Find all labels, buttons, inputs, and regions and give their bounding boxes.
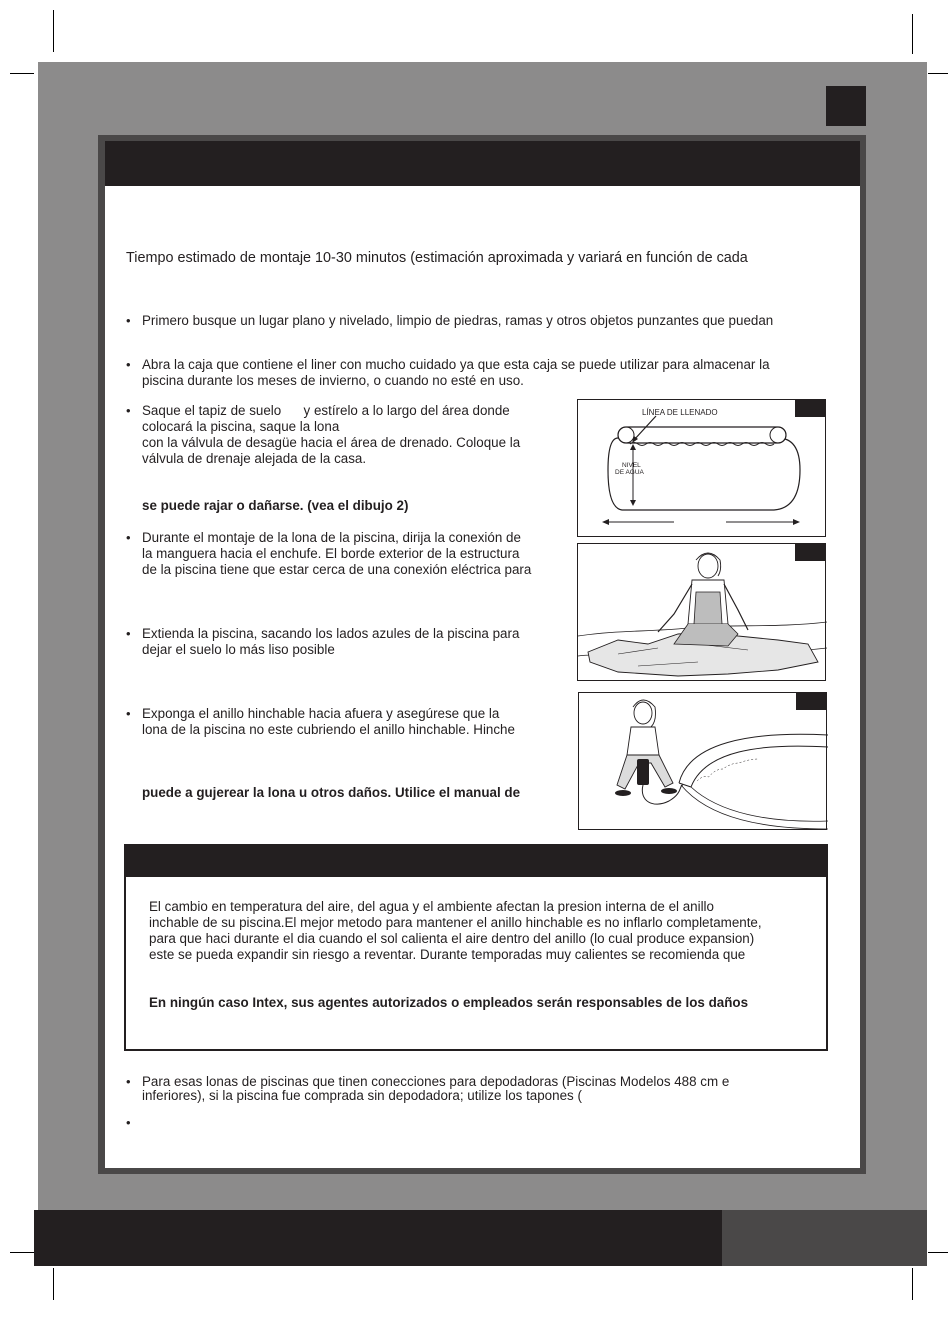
section-header-bar	[105, 141, 860, 186]
crop-mark	[10, 1252, 34, 1253]
inflating-ring-illustration	[579, 693, 828, 831]
fill-line-label: LÍNEA DE LLENADO	[642, 408, 718, 417]
crop-mark	[928, 73, 948, 74]
step-2-line-2: piscina durante los meses de invierno, o cuando no esté en uso.	[142, 373, 524, 388]
figure-spreading-liner	[577, 543, 826, 681]
note-line-2: inchable de su piscina.El mejor metodo para mantener el anillo hinchable es no inflarlo completamente,	[149, 915, 762, 930]
footer-grey-block	[722, 1210, 927, 1266]
note-line-1: El cambio en temperatura del aire, del agua y el ambiente afectan la presion interna de el anillo	[149, 899, 714, 914]
bullet: •	[126, 626, 131, 641]
crop-mark	[53, 10, 54, 52]
bullet: •	[126, 706, 131, 721]
step-4-line-3: de la piscina tiene que estar cerca de una conexión eléctrica para	[142, 562, 532, 577]
step-5-line-2: dejar el suelo lo más liso posible	[142, 642, 335, 657]
step-3-line-1: Saque el tapiz de suelo y estírelo a lo largo del área donde	[142, 403, 510, 418]
bullet: •	[126, 357, 131, 372]
note-header-bar	[124, 844, 828, 877]
step-3-warning: se puede rajar o dañarse. (vea el dibujo 2)	[142, 498, 409, 513]
water-level-label: NIVEL	[622, 462, 641, 469]
drain-plug-line-1: Para esas lonas de piscinas que tinen conecciones para depodadoras (Piscinas Modelos 488 cm e	[142, 1074, 730, 1089]
bullet: •	[126, 403, 131, 418]
bullet: •	[126, 530, 131, 545]
assembly-time-text: Tiempo estimado de montaje 10-30 minutos (estimación aproximada y variará en función de cada	[126, 250, 748, 266]
crop-mark	[10, 73, 34, 74]
crop-mark	[912, 14, 913, 54]
figure-pool-fill-line	[577, 399, 826, 537]
step-6-line-1: Exponga el anillo hinchable hacia afuera y asegúrese que la	[142, 706, 500, 721]
bullet: •	[126, 1074, 131, 1089]
crop-mark	[912, 1268, 913, 1300]
crop-mark	[53, 1268, 54, 1300]
water-level-label: DE AGUA	[615, 469, 644, 476]
drain-plug-line-2: inferiores), si la piscina fue comprada sin depodadora; utilize los tapones (	[142, 1088, 582, 1103]
step-3-line-3: con la válvula de desagüe hacia el área de drenado. Coloque la	[142, 435, 521, 450]
step-6-line-2: lona de la piscina no este cubriendo el anillo hinchable. Hinche	[142, 722, 515, 737]
step-4-line-2: la manguera hacia el enchufe. El borde exterior de la estructura	[142, 546, 520, 561]
step-5-line-1: Extienda la piscina, sacando los lados azules de la piscina para	[142, 626, 520, 641]
footer-bar	[34, 1210, 722, 1266]
step-4-line-1: Durante el montaje de la lona de la piscina, dirija la conexión de	[142, 530, 521, 545]
spreading-liner-illustration	[578, 544, 827, 682]
note-line-3: para que haci durante el dia cuando el sol calienta el aire dentro del anillo (lo cual produce expansion)	[149, 931, 755, 946]
step-2-line-1: Abra la caja que contiene el liner con mucho cuidado ya que esta caja se puede utilizar para almacenar la	[142, 357, 770, 372]
bullet: •	[126, 313, 131, 328]
figure-inflating-ring	[578, 692, 827, 830]
step-3-line-4: válvula de drenaje alejada de la casa.	[142, 451, 367, 466]
note-line-4: este se pueda expandir sin riesgo a reventar. Durante temporadas muy calientes se recomienda que	[149, 947, 746, 962]
bullet: •	[126, 1115, 131, 1130]
step-6-warning: puede a gujerear la lona u otros daños. Utilice el manual de	[142, 785, 521, 800]
crop-mark	[928, 1252, 948, 1253]
step-1-line-1: Primero busque un lugar plano y nivelado, limpio de piedras, ramas y otros objetos punzantes que puedan	[142, 313, 774, 328]
step-3-line-2: colocará la piscina, saque la lona	[142, 419, 340, 434]
page-number-block	[826, 86, 866, 126]
note-disclaimer: En ningún caso Intex, sus agentes autorizados o empleados serán responsables de los daños	[149, 995, 749, 1010]
